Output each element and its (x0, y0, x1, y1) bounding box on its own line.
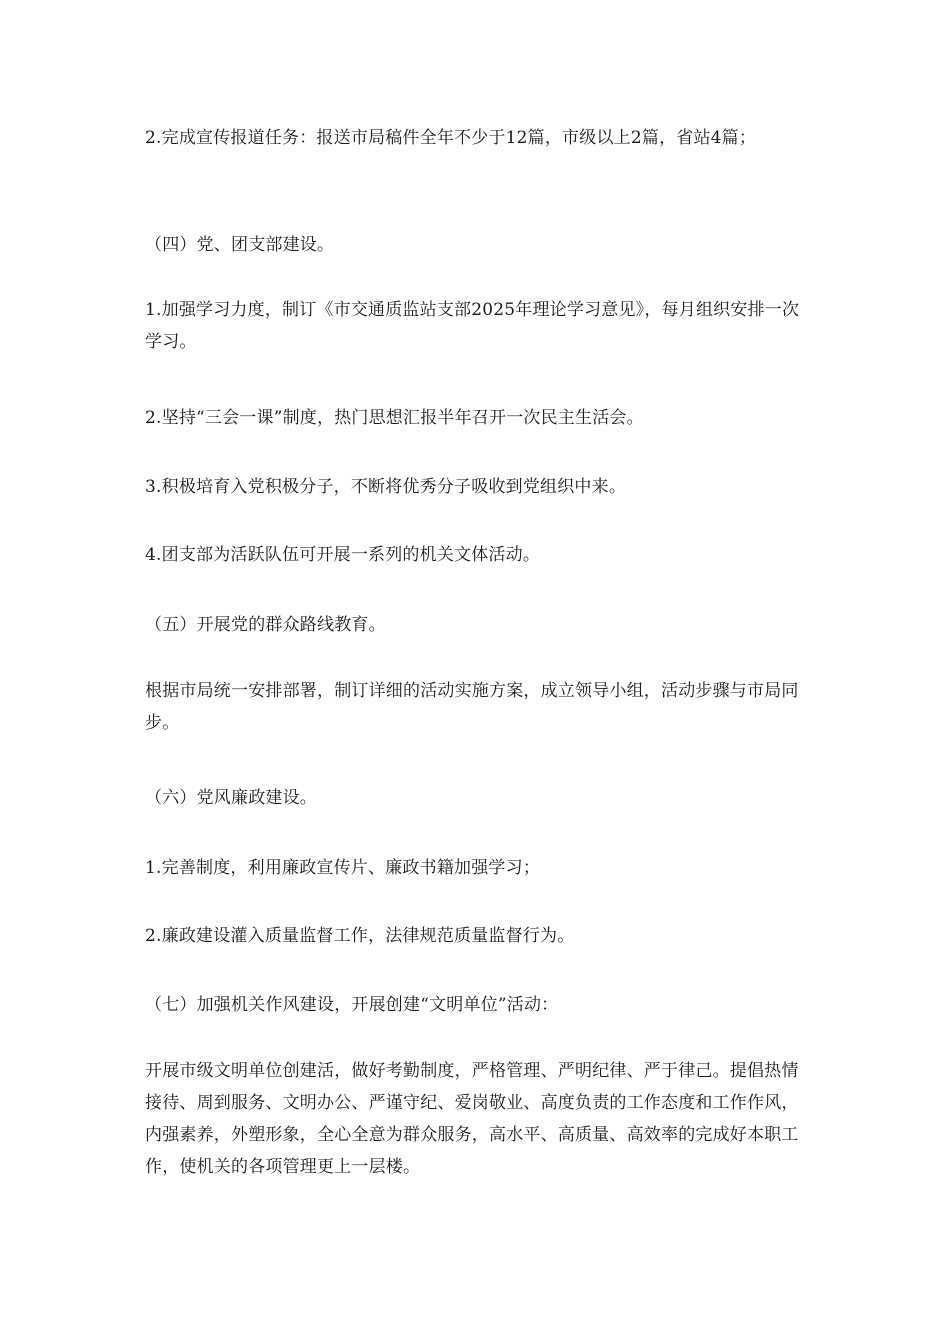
list-item: 2.坚持“三会一课”制度，热门思想汇报半年召开一次民主生活会。 (145, 408, 644, 428)
body-paragraph: 根据市局统一安排部署，制订详细的活动实施方案，成立领导小组，活动步骤与市局同步。 (145, 681, 799, 733)
list-item: 1.加强学习力度，制订《市交通质监站支部2025年理论学习意见》，每月组织安排一次学习。 (145, 300, 800, 352)
section-heading: （六）党风廉政建设。 (145, 788, 317, 808)
section-heading: （五）开展党的群众路线教育。 (145, 615, 386, 635)
body-paragraph: 开展市级文明单位创建活，做好考勤制度，严格管理、严明纪律、严于律己。提倡热情接待、周到服务、文明办公、严谨守纪、爱岗敬业、高度负责的工作态度和工作作风，内强素养，外塑形象，全心全意为群众服务，高水平、高质量、高效率的完成好本职工作，使机关的各项管理更上一层楼。 (145, 1061, 799, 1177)
section-heading: （七）加强机关作风建设，开展创建“文明单位”活动： (145, 995, 559, 1015)
list-item: 3.积极培育入党积极分子，不断将优秀分子吸收到党组织中来。 (145, 477, 627, 497)
list-item: 1.完善制度，利用廉政宣传片、廉政书籍加强学习； (145, 858, 541, 878)
section-heading: （四）党、团支部建设。 (145, 235, 335, 255)
list-item: 4.团支部为活跃队伍可开展一系列的机关文体活动。 (145, 545, 541, 565)
list-item: 2.廉政建设灌入质量监督工作，法律规范质量监督行为。 (145, 926, 575, 946)
list-item: 2.完成宣传报道任务：报送市局稿件全年不少于12篇，市级以上2篇，省站4篇； (145, 128, 757, 148)
